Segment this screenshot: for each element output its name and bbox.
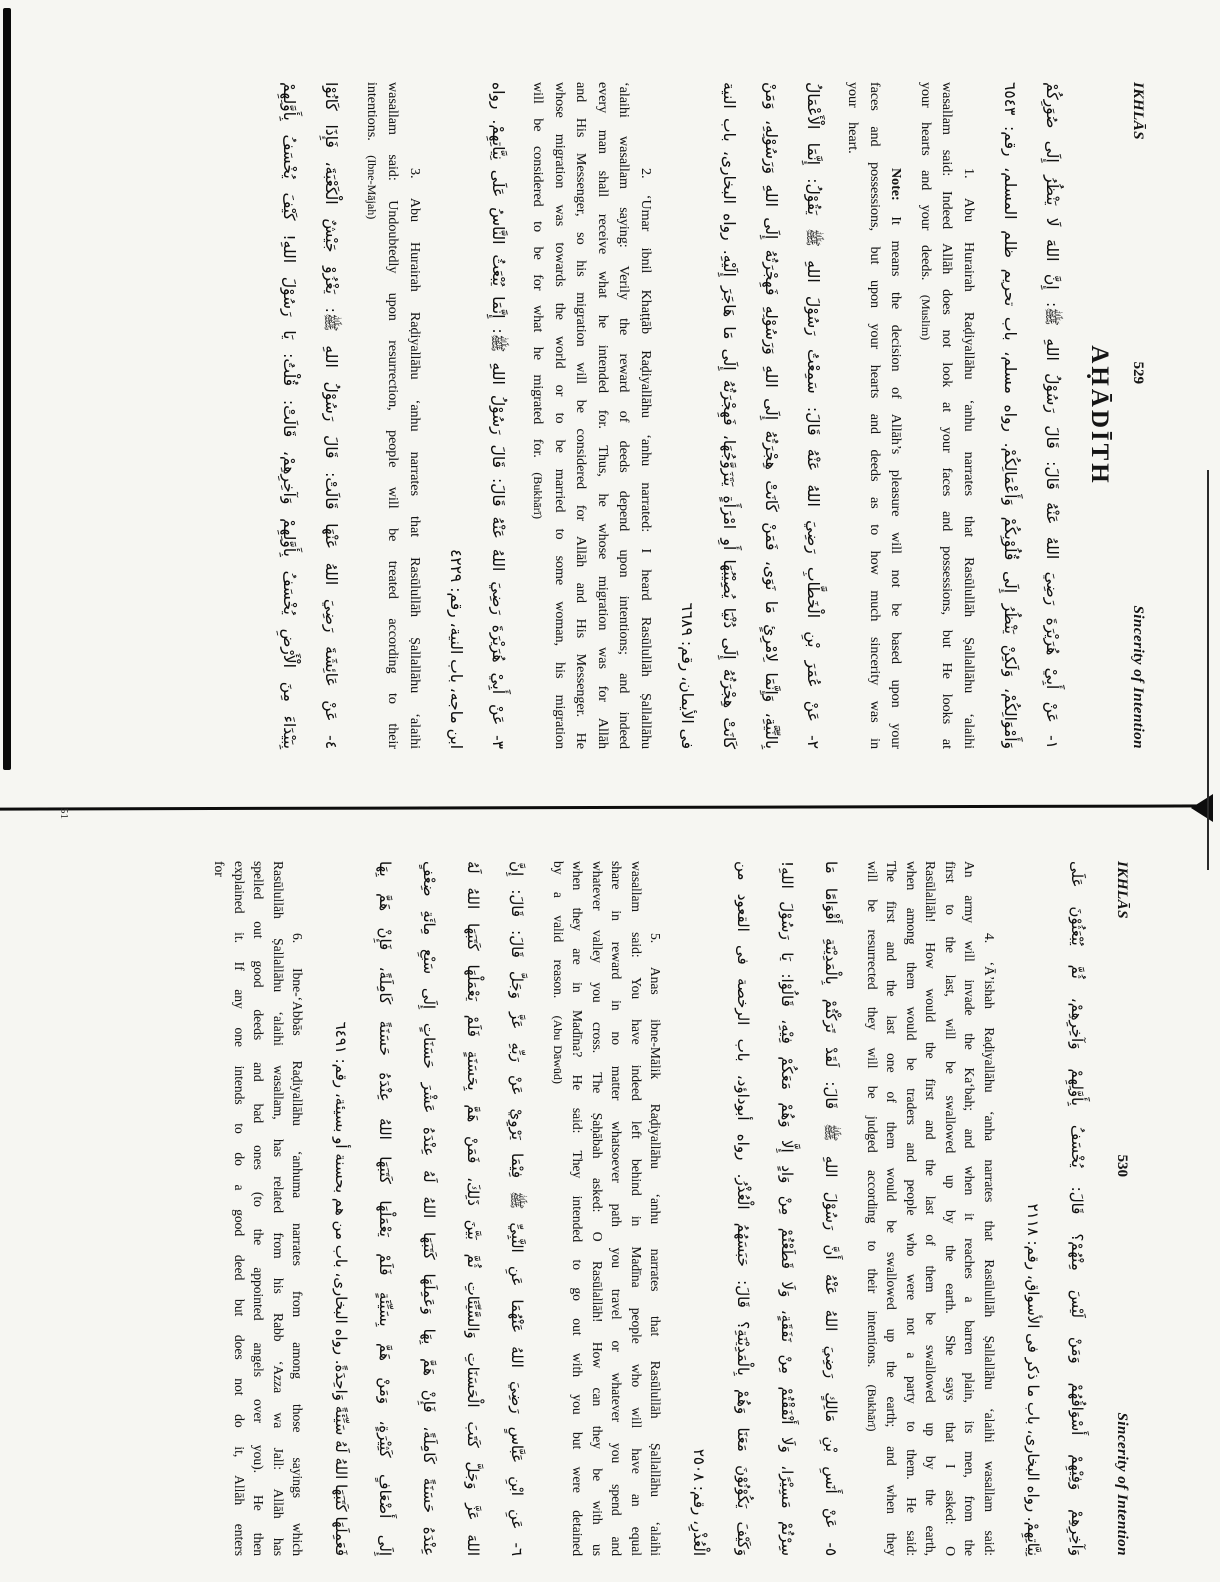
- hadith-2-arabic-line-3: كَانَتْ هِجْرَتُهُ إِلَى دُنْيَا يُصِيْبُهَا أَوِ امْرَأَةٍ يَتَزَوَّجُهَا، فَهِجْرَتُهُ إِلَى مَا هَاجَرَ إِلَيْهِ. رواه البخارى، باب النية: [720, 82, 738, 749]
- running-header-530: [1113, 861, 1130, 1556]
- hadith-6-arabic-line-2: اللهَ عَزَّ وَجَلَّ كَتَبَ الْحَسَنَاتِ وَالسَّيِّئَاتِ ثُمَّ بَيَّنَ ذَلِكَ، فَمَنْ هَمَّ بِحَسَنَةٍ فَلَمْ يَعْمَلْهَا كَتَبَهَا اللهُ لَهُ: [464, 861, 483, 1556]
- scan-corner-number: 51: [58, 808, 70, 819]
- note-text: It means the decision of Allāh’s pleasure will not be based upon your faces and possessions, but upon your hearts and deeds as to how much sincerity was in your heart.: [845, 82, 904, 749]
- hadith-1-arabic-line-2: وَأَمْوَالِكُمْ، وَلَكِنْ يَنْظُرُ إِلَى قُلُوْبِكُمْ وَأَعْمَالِكُمْ. رواه مسلم، باب تحريم ظلم المسلم، رقم: ٦٥٤٣: [1001, 82, 1019, 749]
- hadith-4-arabic-line-4: نِيَّاتِهِمْ. رواه البخارى، باب ما ذكر فى الأسواق، رقم: ٢١١٨: [1024, 1203, 1042, 1556]
- hadith-4-arabic-line-2: بِبَيْدَاءَ مِنَ الْأَرْضِ يُخْسَفُ بِأَوَّلِهِمْ وَآخِرِهِمْ، قَالَتْ: قُلْتُ: يَا رَسُوْلَ اللهِ! كَيْفَ يُخْسَفُ بِأَوَّلِهِمْ: [280, 82, 299, 749]
- hadith-2-translation-text: 2. ‘Umar ibnil Khaṭṭāb Raḍiyallāhu ‘anhu narrated: I heard Rasūlullāh Ṣallallāhu ‘alaihi wasallam saying: Verily the reward of deeds depend upon intentions; and indeed every man shall receive what he intended for. Thus, he whose migration was for Allāh and His Messenger, so his migration will be considered for Allāh and His Messenger. He whose migration was towards the world or to be married to some woman, his migration will be considered to be for what he migrated for.: [530, 82, 653, 749]
- hadith-2-source: (Bukhārī): [531, 472, 546, 519]
- hadith-1-source: (Muslim): [919, 294, 933, 341]
- hadith-3-source: (Ibne-Mājah): [365, 155, 379, 220]
- hadith-6-arabic-line-3: عِنْدَهُ حَسَنَةً كَامِلَةً، فَإِنْ هَمَّ بِهَا وَعَمِلَهَا كَتَبَهَا اللهُ لَهُ عِنْدَهُ عَشْرَ حَسَنَاتٍ إِلَى سَبْعِ مِائَةِ ضِعْفٍ: [420, 861, 439, 1556]
- hadith-2-translation: [527, 82, 656, 749]
- hadith-3-arabic-line-1: ٣- عَنْ أَبِيْ هُرَيْرَةَ رَضِيَ اللهُ عَنْهُ قَالَ: قَالَ رَسُوْلُ اللهِ ﷺ: إِنَّمَا يُبْعَثُ النَّاسُ عَلَى نِيَّاتِهِمْ. رواه: [489, 82, 507, 749]
- running-header-page-number: 530: [1114, 1154, 1130, 1177]
- hadith-5-arabic-line-4: الْعُذْرِ، رقم: ٢٥٠٨: [690, 1448, 709, 1556]
- running-header-book-title: IKHLĀS: [1130, 82, 1146, 141]
- hadith-5-arabic-line-3: وَكَيْفَ يَكُوْنُوْنَ مَعَنَا وَهُمْ بِالْمَدِيْنَةِ؟ قَالَ: حَبَسَهُمُ الْعُذْرُ. رواه أبوداؤد، باب الرخصة فى القعود من: [734, 861, 753, 1556]
- hadith-6-translation-text: 6. Ibne-‘Abbās Raḍiyallāhu ‘anhuma narrates from among those sayings which Rasūlullāh Ṣallallāhu ‘alaihi wasallam, has related from his Rabb ‘Azza wa Jall: Allāh has spelled out good deeds and bad ones (to the appointed angels over you). He then explained it. If any one intends to do a good deed but does not do it, Allāh enters for: [212, 861, 306, 1556]
- hadith-2-arabic-line-2: بِالنِّيَّةِ، وَإِنَّمَا لِامْرِئٍ مَا نَوَى، فَمَنْ كَانَتْ هِجْرَتُهُ إِلَى اللهِ وَرَسُوْلِهِ فَهِجْرَتُهُ إِلَى اللهِ وَرَسُوْلِهِ، وَمَنْ: [762, 82, 780, 749]
- hadith-5-arabic-line-1: ٥- عَنْ أَنَسِ بْنِ مَالِكٍ رَضِيَ اللهُ عَنْهُ أَنَّ رَسُوْلَ اللهِ ﷺ قَالَ: لَقَدْ تَرَكْتُمْ بِالْمَدِيْنَةِ أَقْوَامًا مَا: [822, 861, 841, 1556]
- hadith-2-arabic-line-1: ٢- عَنْ عُمَرَ بْنِ الْخَطَّابِ رَضِيَ اللهُ عَنْهُ قَالَ: سَمِعْتُ رَسُوْلَ اللهِ ﷺ يَقُوْلُ: إِنَّمَا الْأَعْمَالُ: [804, 82, 822, 749]
- hadith-4-source: (Bukhārī): [865, 1384, 879, 1432]
- hadith-3-translation-text: 3. Abu Hurairah Raḍiyallāhu ‘anhu narrates that Rasūlullāh Ṣallallāhu ‘alaihi wasallam said: Undoubtedly upon resurrection, people will be treated according to their intentions.: [364, 82, 422, 749]
- hadith-4-arabic-line-1: ٤- عَنْ عَائِشَةَ رَضِيَ اللهُ عَنْهَا قَالَتْ: قَالَ رَسُوْلُ اللهِ ﷺ: يَغْزُوْ جَيْشٌ الْكَعْبَةَ، فَإِذَا كَانُوْا: [322, 82, 341, 749]
- hadith-3-translation: [361, 82, 426, 749]
- running-header-page-number: 529: [1130, 361, 1146, 384]
- hadith-6-arabic: [320, 861, 540, 1556]
- hadith-4-arabic-continued: [1011, 861, 1099, 1556]
- hadith-5-translation: [548, 861, 666, 1556]
- hadith-5-source: (Abu Dāwūd): [551, 1015, 565, 1084]
- spine-shadow-bar: [3, 8, 11, 770]
- hadith-6-arabic-line-1: ٦- عَنِ ابْنِ عَبَّاسٍ رَضِيَ اللهُ عَنْهُمَا عَنِ النَّبِيِّ ﷺ فِيْمَا يَرْوِيْ عَنْ رَبِّهِ عَزَّ وَجَلَّ قَالَ: قَالَ: إِنَّ: [508, 861, 527, 1556]
- hadith-1-arabic: [989, 82, 1073, 749]
- hadith-2-arabic-line-4: فى الأيمان، رقم: ٦٦٨٩: [678, 602, 696, 749]
- hadith-6-arabic-line-4: إِلَى أَضْعَافٍ كَثِيْرَةٍ، وَمَنْ هَمَّ بِسَيِّئَةٍ فَلَمْ يَعْمَلْهَا كَتَبَهَا اللهُ عِنْدَهُ حَسَنَةً كَامِلَةً، فَإِنْ هَمَّ بِهَا: [376, 861, 395, 1556]
- hadith-6-translation: [210, 861, 308, 1556]
- page-529: [60, 58, 1192, 773]
- note-label: Note:: [888, 168, 904, 201]
- hadith-5-translation-text: 5. Anas ibne-Mālik Raḍiyallāhu ‘anhu narrates that Rasūlullāh Ṣallallāhu ‘alaihi wasallam said: You have indeed left behind in Madīna people who will have an equal share in reward in no matter whatsoever path you travel or whatever you spend and whatever valley you cross. The Ṣaḥābah asked: O Rasūlallāh! How can they be with us when they are in Madīna? He said: They intended to go out with you but were detained by a valid reason.: [551, 861, 664, 1556]
- running-header-529: [1129, 82, 1146, 749]
- hadith-2-arabic: [666, 82, 834, 749]
- hadith-1-arabic-line-1: ١- عَنْ أَبِيْ هُرَيْرَةَ رَضِيَ اللهُ عَنْهُ قَالَ: قَالَ رَسُوْلُ اللهِ ﷺ: إِنَّ اللهَ لَا يَنْظُرُ إِلَى صُوَرِكُمْ: [1043, 82, 1061, 749]
- page-divider-line: [0, 804, 1213, 810]
- hadith-4-arabic-start: [269, 82, 353, 749]
- page-530: [53, 835, 1180, 1582]
- hadith-4-arabic-line-3: وَآخِرِهِمْ وَفِيْهِمْ أَسْوَاقُهُمْ وَمَنْ لَيْسَ مِنْهُمْ؟ قَالَ: يُخْسَفُ بِأَوَّلِهِمْ وَآخِرِهِمْ، ثُمَّ يُبْعَثُوْنَ عَلَى: [1068, 861, 1086, 1556]
- hadith-5-arabic: [678, 861, 854, 1556]
- hadith-4-translation-text: 4. ‘Ā’ishah Raḍiyallāhu ‘anha narrates that Rasūlullāh Ṣallallāhu ‘alaihi wasallam said: An army will invade the Ka‘bah; and when it reaches a barren plain, its men, from the first to the last, will be swallowed up by the earth. She says that I asked: O Rasūlallāh! How would the first and the last of them be swallowed up by the earth, when among them would be traders and people who were not a party to them. He said: The first and the last one of them would be swallowed up the earth; and when they will be resurrected they will be judged according to their intentions.: [865, 861, 997, 1556]
- hadith-5-arabic-line-2: سِرْتُمْ مَسِيْرًا، وَلَا أَنْفَقْتُمْ مِنْ نَفَقَةٍ، وَلَا قَطَعْتُمْ مِنْ وَادٍ إِلَّا وَهُمْ مَعَكُمْ فِيْهِ، قَالُوْا: يَا رَسُوْلَ اللهِ!: [778, 861, 797, 1556]
- hadith-1-translation-text: 1. Abu Hurairah Raḍiyallāhu ‘anhu narrates that Rasūlullāh Ṣallallāhu ‘alaihi wasallam said: Indeed Allāh does not look at your faces and possessions, but He looks at your hearts and your deeds.: [918, 82, 976, 749]
- hadith-4-translation: [862, 861, 1000, 1556]
- hadith-6-arabic-line-5: فَعَمِلَهَا كَتَبَهَا اللهُ لَهُ سَيِّئَةً وَاحِدَةً. رواه البخارى، باب من هم بحسنة أو بسيئة، رقم: ٦٤٩١: [332, 1021, 351, 1556]
- hadith-3-arabic: [435, 82, 519, 749]
- hadith-3-arabic-line-2: ابن ماجه، باب النية، رقم: ٤٢٢٩: [447, 548, 465, 749]
- section-heading-ahadith: AḤĀDĪTH: [1086, 345, 1113, 486]
- page-edge-line: [1207, 470, 1209, 870]
- note-paragraph: [842, 82, 907, 749]
- running-header-chapter-title: Sincerity of Intention: [1130, 605, 1146, 749]
- page-divider-wedge: [1191, 794, 1213, 822]
- running-header-book-title: IKHLĀS: [1114, 861, 1130, 920]
- running-header-chapter-title: Sincerity of Intention: [1114, 1412, 1130, 1556]
- hadith-1-translation: [915, 82, 980, 749]
